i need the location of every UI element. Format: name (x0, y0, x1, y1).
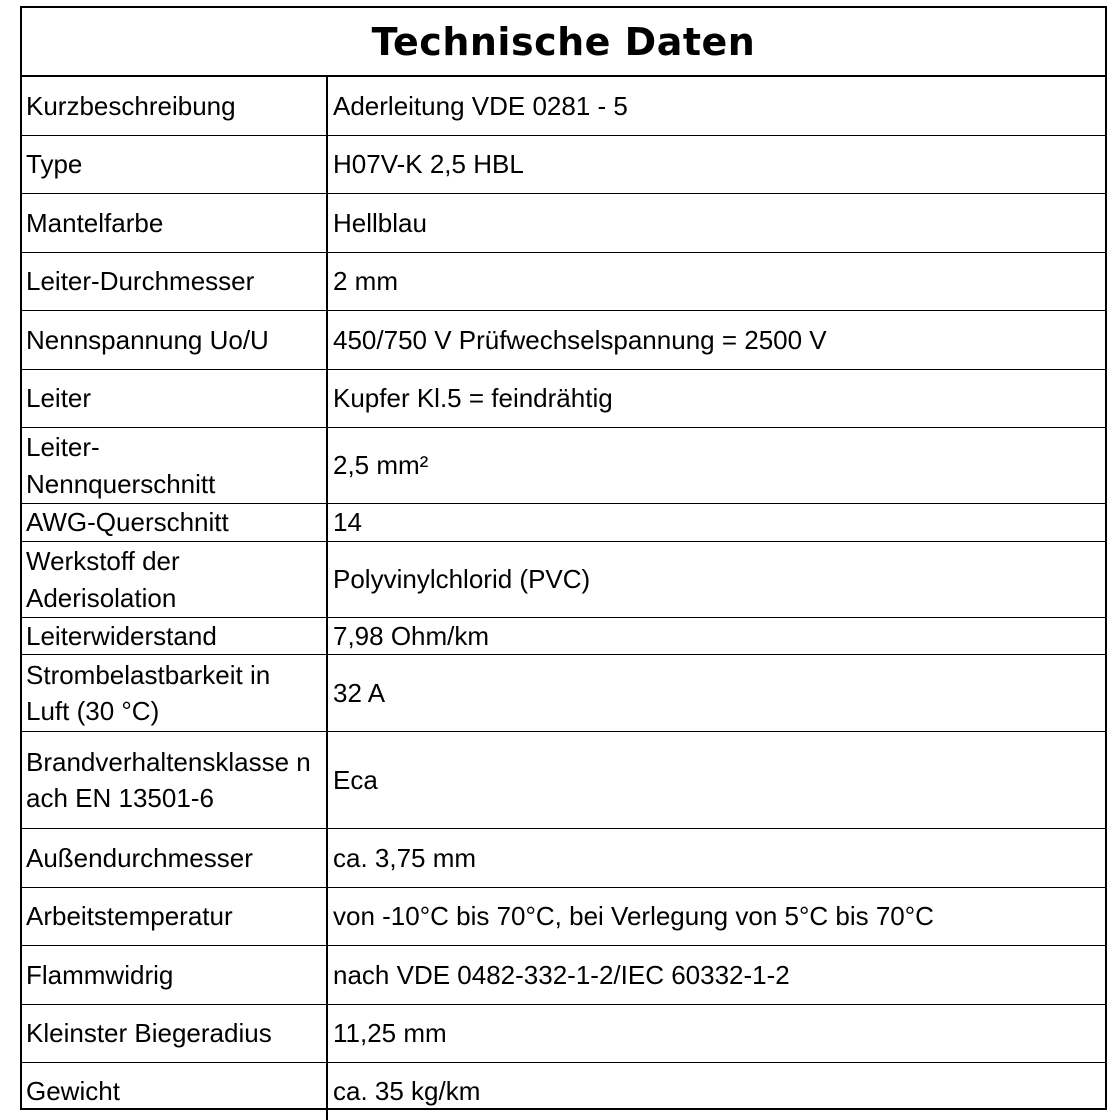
row-value: 11,25 mm (333, 1018, 447, 1049)
row-label: Flammwidrig (22, 946, 328, 1004)
row-value: ca. 3,75 mm (333, 842, 477, 873)
row-value: Eca (333, 764, 378, 795)
row-label (22, 542, 328, 617)
row-label (22, 428, 328, 503)
row-label: Gewicht (22, 1063, 328, 1120)
technical-data-table (20, 6, 1107, 1110)
row-label: Nennspannung Uo/U (22, 311, 328, 369)
row-value: Hellblau (333, 207, 427, 238)
row-label: AWG-Querschnitt (22, 504, 328, 541)
row-value: 2,5 mm² (333, 450, 429, 481)
table-row (22, 829, 1105, 888)
row-label: Kleinster Biegeradius (22, 1005, 328, 1062)
row-value: 2 mm (333, 266, 398, 297)
table-row (22, 618, 1105, 655)
row-label: Außendurchmesser (22, 829, 328, 887)
row-value: ca. 35 kg/km (333, 1076, 481, 1107)
table-row (22, 428, 1105, 504)
table-row (22, 77, 1105, 136)
table-row (22, 504, 1105, 542)
row-label: Mantelfarbe (22, 194, 328, 252)
row-value: 7,98 Ohm/km (333, 620, 490, 651)
row-label: Leiter-Durchmesser (22, 253, 328, 310)
row-label: Type (22, 136, 328, 193)
row-label (22, 732, 328, 828)
row-value: 14 (333, 507, 362, 538)
row-label: Leiter (22, 370, 328, 427)
row-value: von -10°C bis 70°C, bei Verlegung von 5°C bis 70°C (333, 901, 934, 932)
table-row (22, 370, 1105, 428)
table-row (22, 311, 1105, 370)
row-label (22, 655, 328, 731)
table-row (22, 888, 1105, 946)
row-label-text: Brandverhaltensklasse nach EN 13501-6 (26, 746, 311, 813)
row-value: Polyvinylchlorid (PVC) (333, 564, 591, 595)
row-label-text: Strombelastbarkeit in Luft (30 °C) (26, 659, 271, 726)
row-label-text: Werkstoff der Aderisolation (26, 546, 180, 613)
table-row (22, 1005, 1105, 1063)
table-row (22, 253, 1105, 311)
table-row (22, 1063, 1105, 1120)
row-value: Kupfer Kl.5 = feindrähtig (333, 383, 613, 414)
table-row (22, 136, 1105, 194)
row-label-text: Leiter-Nennquerschnitt (26, 432, 216, 499)
table-row (22, 655, 1105, 732)
table-row (22, 732, 1105, 829)
row-label: Leiterwiderstand (22, 618, 328, 654)
row-value: 450/750 V Prüfwechselspannung = 2500 V (333, 324, 827, 355)
row-value: nach VDE 0482-332-1-2/IEC 60332-1-2 (333, 959, 790, 990)
row-label: Arbeitstemperatur (22, 888, 328, 945)
table-row (22, 194, 1105, 253)
table-row (22, 542, 1105, 618)
table-title: Technische Daten (22, 8, 1105, 77)
row-value: 32 A (333, 677, 386, 708)
row-label: Kurzbeschreibung (22, 77, 328, 135)
row-value: H07V-K 2,5 HBL (333, 149, 524, 180)
table-row (22, 946, 1105, 1005)
row-value: Aderleitung VDE 0281 - 5 (333, 90, 628, 121)
